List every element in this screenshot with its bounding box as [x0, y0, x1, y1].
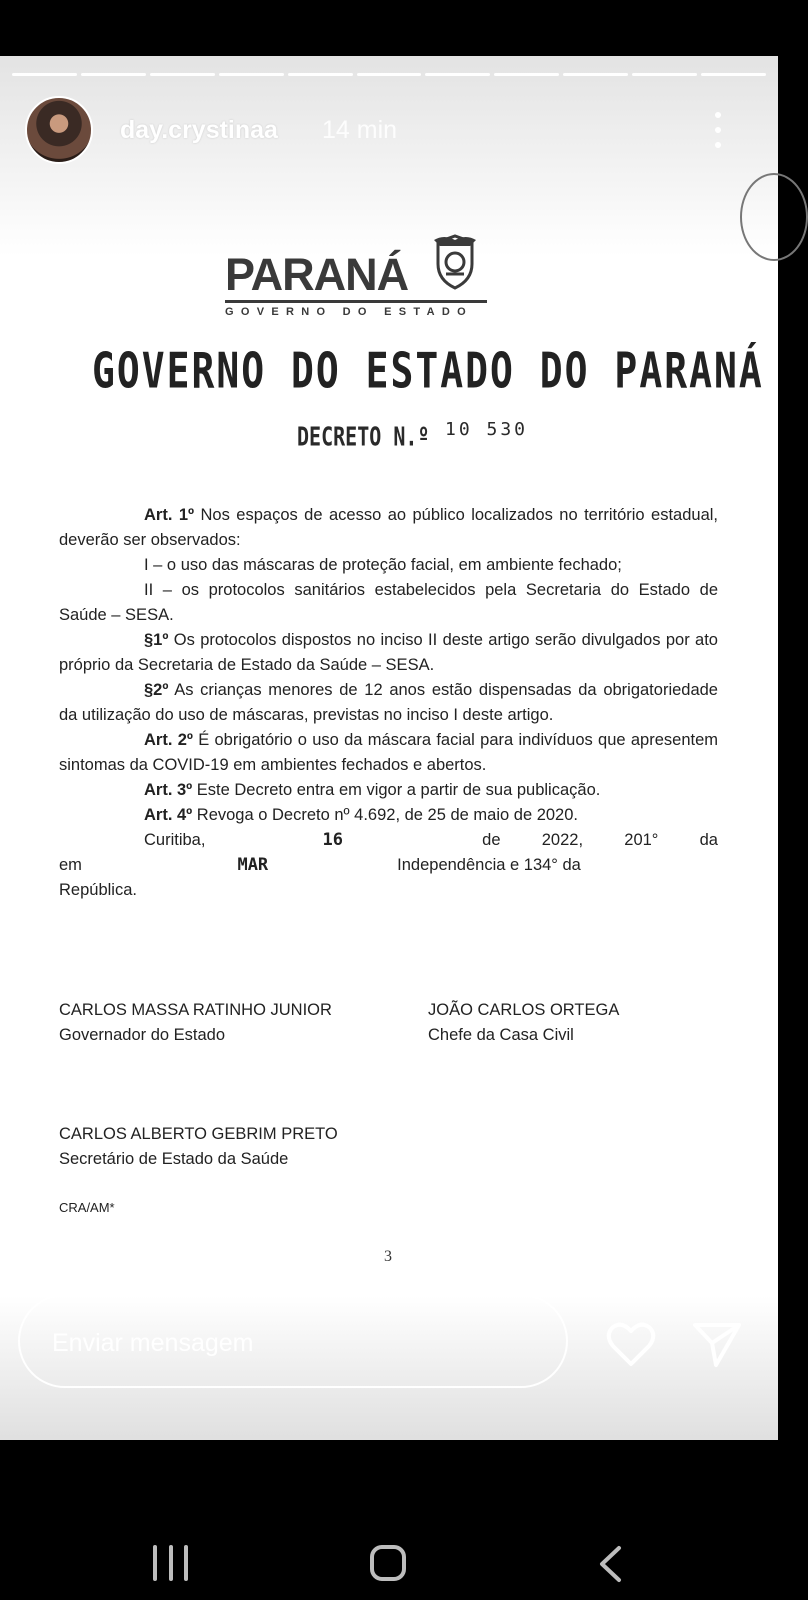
coat-of-arms-icon — [432, 234, 478, 290]
signature-chief: JOÃO CARLOS ORTEGA Chefe da Casa Civil — [428, 1001, 620, 1044]
decree-body — [59, 503, 718, 903]
protocol-stamp — [740, 173, 808, 261]
progress-segment — [632, 73, 697, 76]
item-2: II – os protocolos sanitários estabelecidos pela Secretaria do Estado de Saúde – SESA. — [59, 581, 718, 624]
heart-icon[interactable] — [605, 1320, 657, 1368]
progress-segment — [494, 73, 559, 76]
progress-segment — [563, 73, 628, 76]
logo-subtitle: GOVERNO DO ESTADO — [225, 300, 487, 318]
decree-label: DECRETO N.º — [297, 421, 430, 453]
article-3: Art. 3º Este Decreto entra em vigor a partir de sua publicação. — [144, 781, 601, 799]
signature-secretary: CARLOS ALBERTO GEBRIM PRETO Secretário de Estado da Saúde — [59, 1125, 338, 1168]
recent-apps-icon[interactable] — [153, 1545, 188, 1581]
progress-segment — [150, 73, 215, 76]
article-4: Art. 4º Revoga o Decreto nº 4.692, de 25 de maio de 2020. — [144, 806, 578, 824]
username[interactable]: day.crystinaa — [120, 116, 278, 144]
article-1: Art. 1º Nos espaços de acesso ao público localizados no território estadual, deverão ser observados: — [59, 506, 718, 549]
decree-number: 10 530 — [445, 419, 529, 440]
document-title: GOVERNO DO ESTADO DO PARANÁ — [92, 342, 764, 400]
paragraph-2: §2º As crianças menores de 12 anos estão dispensadas da obrigatoriedade da utilização do uso de máscaras, previstas no inciso I deste artigo. — [59, 681, 718, 724]
page-number: 3 — [384, 1248, 392, 1265]
progress-segment — [701, 73, 766, 76]
top-gradient — [0, 56, 778, 256]
story-time: 14 min — [322, 116, 398, 144]
progress-segment — [219, 73, 284, 76]
date-line: Curitiba, em 16 MAR de 2022, 201° da Independência e 134° da — [59, 828, 718, 878]
article-2: Art. 2º É obrigatório o uso da máscara facial para indivíduos que apresentem sintomas da COVID-19 em ambientes fechados e abertos. — [59, 731, 718, 774]
paragraph-1: §1º Os protocolos dispostos no inciso II deste artigo serão divulgados por ato próprio da Secretaria de Estado da Saúde – SESA. — [59, 631, 718, 674]
parana-logo-word: PARANÁ — [225, 249, 409, 300]
message-placeholder: Enviar mensagem — [52, 1329, 254, 1357]
item-1: I – o uso das máscaras de proteção facial, em ambiente fechado; — [144, 556, 622, 574]
handwritten-date: 16 MAR — [237, 830, 343, 875]
date-line-2: República. — [59, 881, 137, 899]
progress-segment — [357, 73, 422, 76]
progress-segment — [12, 73, 77, 76]
home-icon[interactable] — [370, 1545, 406, 1581]
send-icon[interactable] — [692, 1320, 742, 1368]
profile-avatar[interactable] — [25, 96, 93, 164]
back-icon[interactable] — [597, 1545, 623, 1583]
story-viewer[interactable] — [0, 56, 778, 1440]
progress-segment — [81, 73, 146, 76]
progress-segment — [425, 73, 490, 76]
signature-governor: CARLOS MASSA RATINHO JUNIOR Governador do Estado — [59, 1001, 332, 1044]
story-progress-bar — [12, 73, 766, 76]
document-initials: CRA/AM* — [59, 1200, 115, 1215]
progress-segment — [288, 73, 353, 76]
more-options-icon[interactable] — [712, 112, 724, 148]
